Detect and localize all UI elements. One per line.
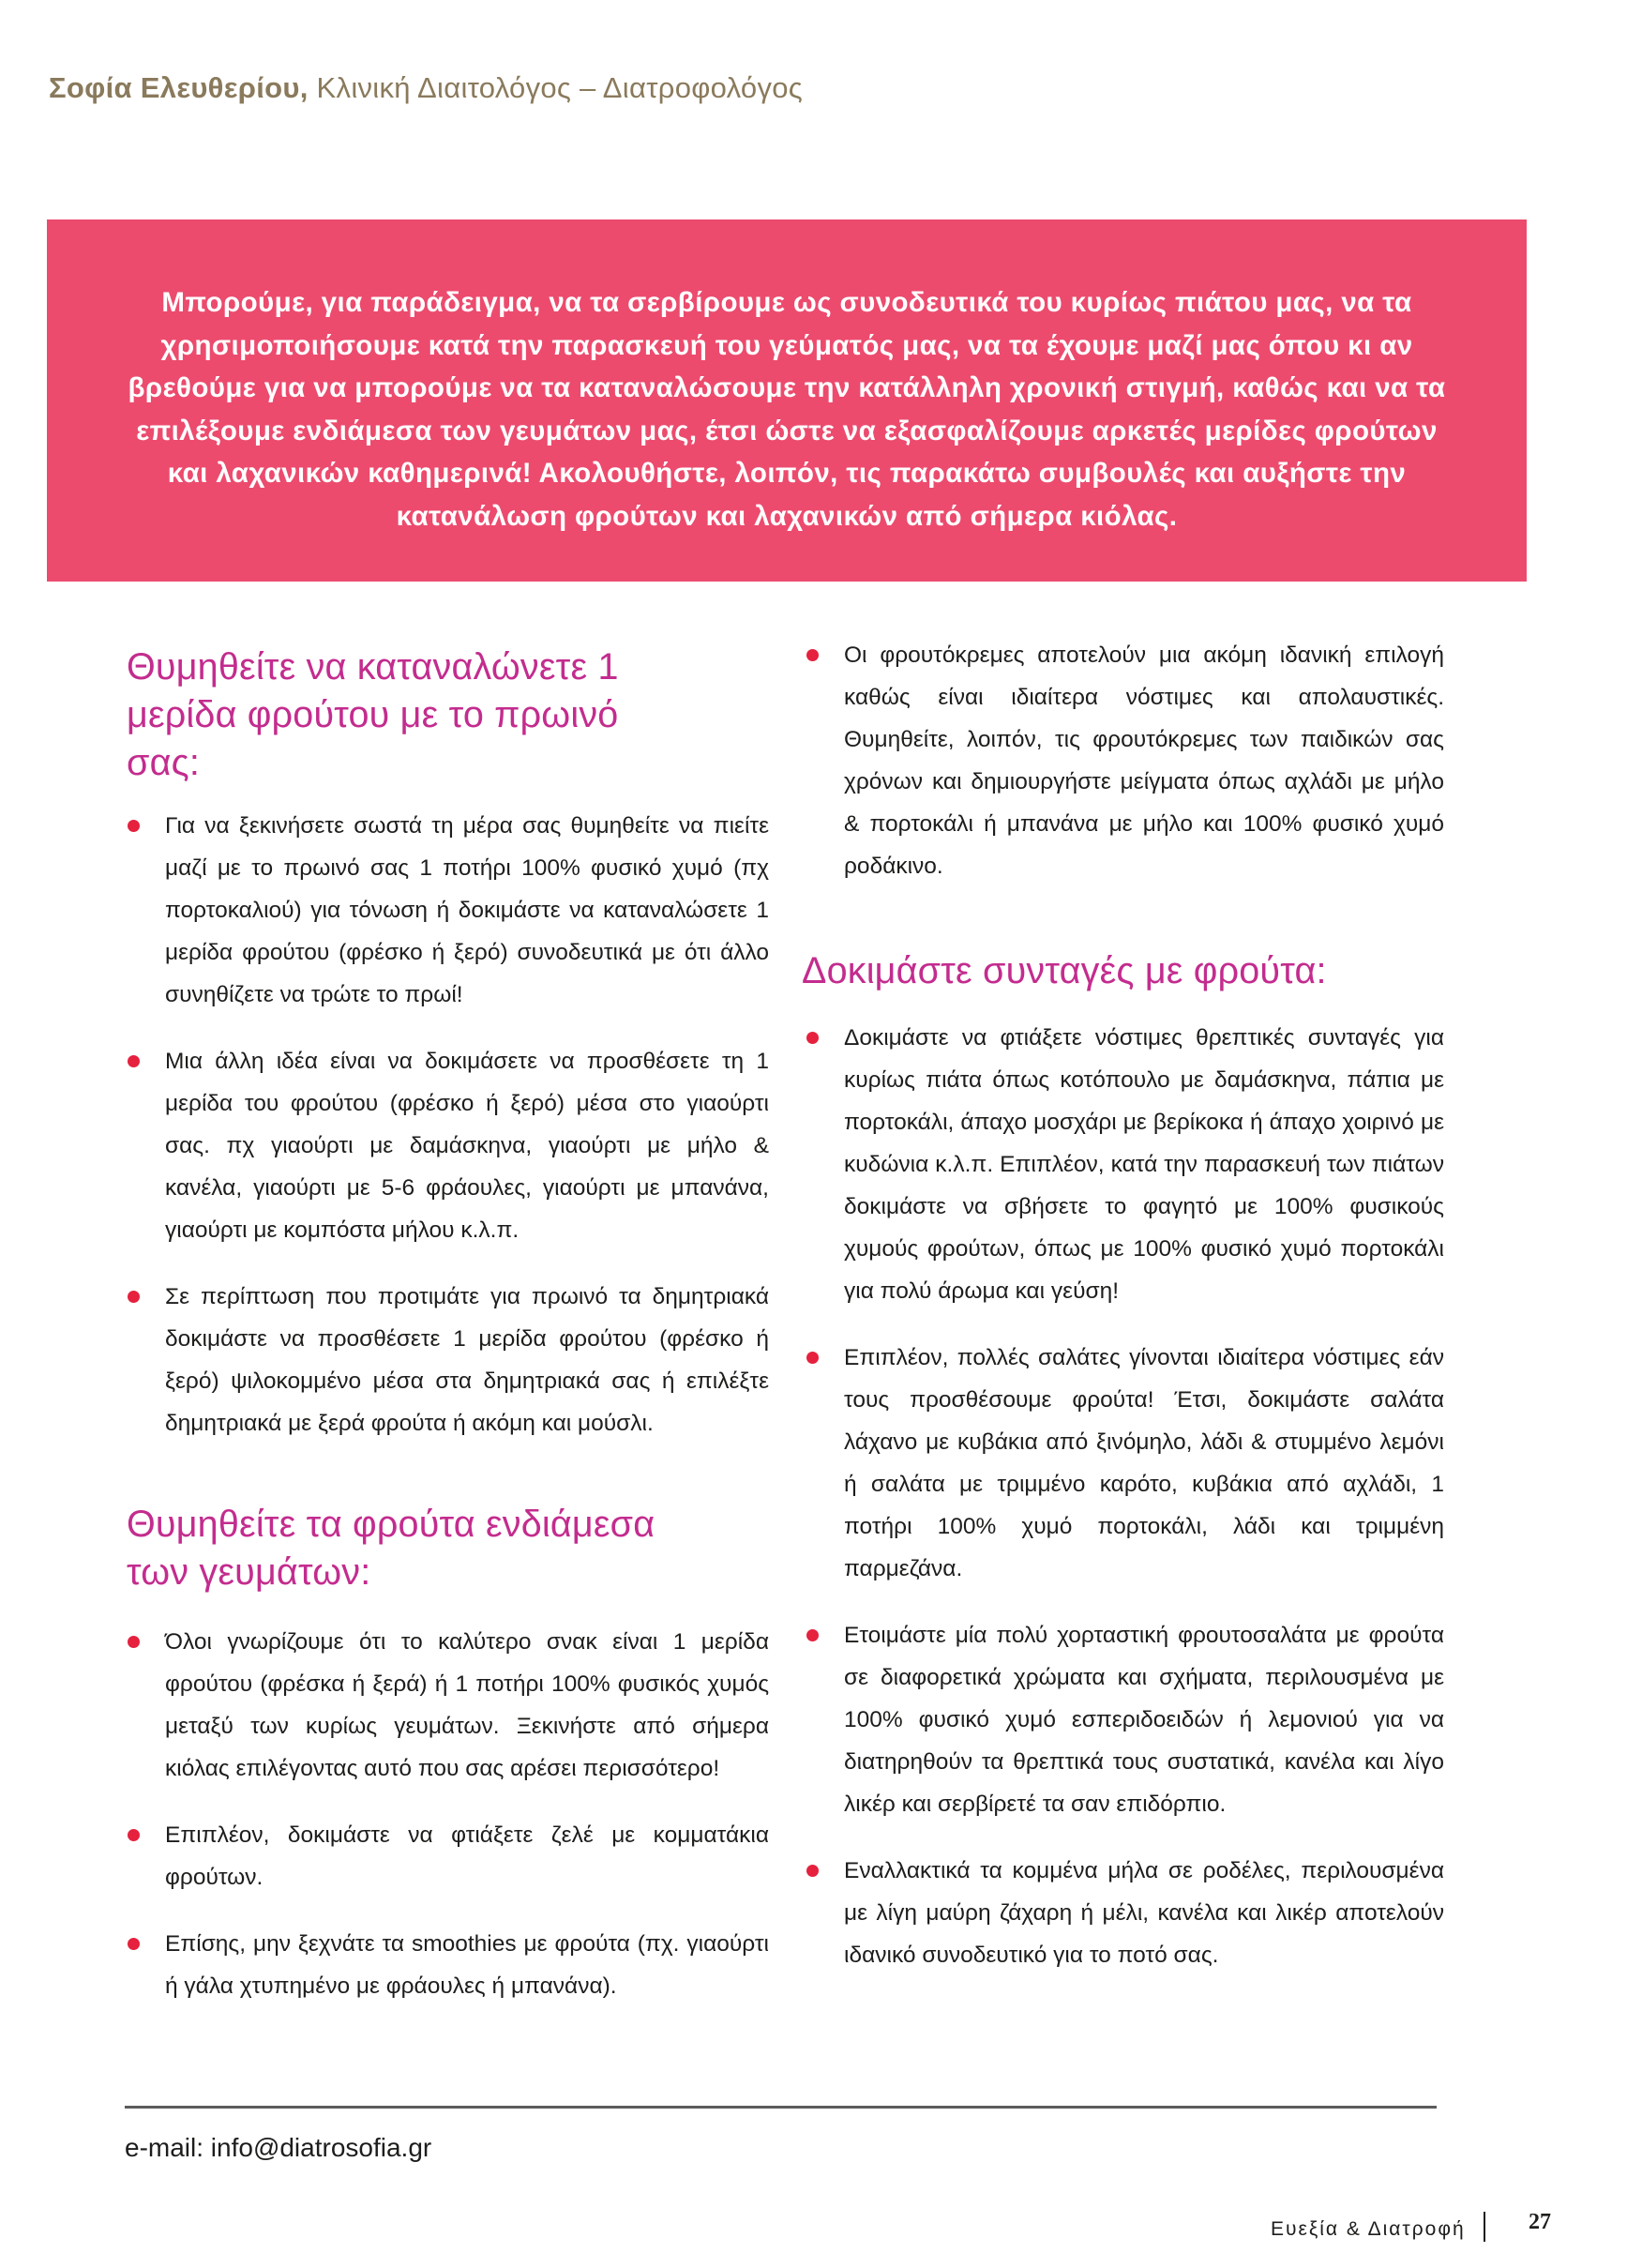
intro-banner (47, 219, 1527, 582)
bullet-icon (128, 1636, 140, 1648)
bullet-icon (128, 820, 140, 832)
section-title-breakfast: Θυμηθείτε να καταναλώνετε 1 μερίδα φρούτου με το πρωινό σας: (127, 646, 619, 783)
list-item: Δοκιμάστε να φτιάξετε νόστιμες θρεπτικές συνταγές για κυρίως πιάτα όπως κοτόπουλο με δαμάσκηνα, πάπια με πορτοκάλι, άπαχο μοσχάρι με βερίκοκα ή άπαχο χοιρινό με κυδώνια κ.λ.π. Επιπλέον, κατά την παρασκευή των πιάτων δοκιμάστε να σβήσετε το φαγητό με 100% φυσικούς χυμούς φρούτων, όπως με 100% φυσικό χυμό πορτοκάλι για πολύ άρωμα και γεύση! (799, 1017, 1444, 1312)
section-title-recipes: Δοκιμάστε συνταγές με φρούτα: (802, 950, 1327, 991)
author-name: Σοφία Ελευθερίου, (49, 71, 309, 104)
bullet-icon (806, 1352, 819, 1364)
list-item: Επιπλέον, δοκιμάστε να φτιάξετε ζελέ με κομματάκια φρούτων. (120, 1814, 769, 1898)
list-item: Όλοι γνωρίζουμε ότι το καλύτερο σνακ είναι 1 μερίδα φρούτου (φρέσκα ή ξερά) ή 1 ποτήρι 100% φυσικός χυμός μεταξύ των κυρίως γευμάτων. Ξεκινήστε από σήμερα κιόλας επιλέγοντας αυτό που σας αρέσει περισσότερο! (120, 1621, 769, 1790)
list-breakfast (120, 805, 769, 1444)
bullet-icon (128, 1829, 140, 1841)
bullet-icon (806, 649, 819, 661)
bullet-icon (128, 1938, 140, 1950)
page-number: 27 (1529, 2210, 1551, 2234)
footer-email: e-mail: info@diatrosofia.gr (125, 2133, 432, 2162)
intro-text: Μπορούμε, για παράδειγμα, να τα σερβίρουμε ως συνοδευτικά του κυρίως πιάτου μας, να τα χρησιμοποιήσουμε κατά την παρασκευή του γεύματός μας, να τα έχουμε μαζί μας όπου κι αν βρεθούμε για να μπορούμε να τα καταναλώσουμε την κατάλληλη χρονική στιγμή, καθώς και να τα επιλέξουμε ενδιάμεσα των γευμάτων μας, έτσι ώστε να εξασφαλίζουμε αρκετές μερίδες φρούτων και λαχανικών καθημερινά! Ακολουθήστε, λοιπόν, τις παρακάτω συμβουλές και αυξήστε την κατανάλωση φρούτων και λαχανικών από σήμερα κιόλας. (128, 287, 1446, 532)
list-item: Οι φρουτόκρεμες αποτελούν μια ακόμη ιδανική επιλογή καθώς είναι ιδιαίτερα νόστιμες και απολαυστικές. Θυμηθείτε, λοιπόν, τις φρουτόκρεμες των παιδικών σας χρόνων και δημιουργήστε μείγματα όπως αχλάδι με μήλο & πορτοκάλι ή μπανάνα με μήλο και 100% φυσικό χυμό ροδάκινο. (799, 634, 1444, 887)
bullet-icon (128, 1055, 140, 1067)
list-between-meals (120, 1621, 769, 2007)
bullet-icon (806, 1032, 819, 1044)
section-title-between-meals: Θυμηθείτε τα φρούτα ενδιάμεσα των γευμάτων: (127, 1504, 655, 1593)
bullet-icon (806, 1865, 819, 1877)
bullet-icon (128, 1291, 140, 1303)
list-recipes (799, 1017, 1444, 1976)
magazine-title: Ευεξία & Διατροφή (1271, 2218, 1466, 2240)
author-title: Κλινική Διαιτολόγος – Διατροφολόγος (308, 71, 804, 104)
list-item: Ετοιμάστε μία πολύ χορταστική φρουτοσαλάτα με φρούτα σε διαφορετικά χρώματα και σχήματα, περιλουσμένα με 100% φυσικό χυμό εσπεριδοειδών ή λεμονιού για να διατηρηθούν τα θρεπτικά τους συστατικά, κανέλα και λίγο λικέρ και σερβίρετέ τα σαν επιδόρπιο. (799, 1614, 1444, 1825)
list-item: Για να ξεκινήσετε σωστά τη μέρα σας θυμηθείτε να πιείτε μαζί με το πρωινό σας 1 ποτήρι 100% φυσικό χυμό (πχ πορτοκαλιού) για τόνωση ή δοκιμάστε να καταναλώσετε 1 μερίδα φρούτου (φρέσκο ή ξερό) συνοδευτικά με ότι άλλο συνηθίζετε να τρώτε το πρωί! (120, 805, 769, 1016)
list-item: Σε περίπτωση που προτιμάτε για πρωινό τα δημητριακά δοκιμάστε να προσθέσετε 1 μερίδα φρούτου (φρέσκο ή ξερό) ψιλοκομμένο μέσα στα δημητριακά σας ή επιλέξτε δημητριακά με ξερά φρούτα ή ακόμη και μούσλι. (120, 1276, 769, 1444)
list-item: Εναλλακτικά τα κομμένα μήλα σε ροδέλες, περιλουσμένα με λίγη μαύρη ζάχαρη ή μέλι, κανέλα και λικέρ αποτελούν ιδανικό συνοδευτικό για το ποτό σας. (799, 1850, 1444, 1976)
list-item: Επιπλέον, πολλές σαλάτες γίνονται ιδιαίτερα νόστιμες εάν τους προσθέσουμε φρούτα! Έτσι, δοκιμάστε σαλάτα λάχανο με κυβάκια από ξινόμηλο, λάδι & στυμμένο λεμόνι ή σαλάτα με τριμμένο καρότο, κυβάκια από αχλάδι, 1 ποτήρι 100% χυμό πορτοκάλι, λάδι και τριμμένη παρμεζάνα. (799, 1337, 1444, 1590)
footer-separator (1484, 2212, 1485, 2242)
list-fruit-creams (799, 634, 1444, 887)
list-item: Επίσης, μην ξεχνάτε τα smoothies με φρούτα (πχ. γιαούρτι ή γάλα χτυπημένο με φράουλες ή μπανάνα). (120, 1923, 769, 2007)
list-item: Μια άλλη ιδέα είναι να δοκιμάσετε να προσθέσετε τη 1 μερίδα του φρούτου (φρέσκο ή ξερό) μέσα στο γιαούρτι σας. πχ γιαούρτι με δαμάσκηνα, γιαούρτι με μήλο & κανέλα, γιαούρτι με 5-6 φράουλες, γιαούρτι με μπανάνα, γιαούρτι με κομπόστα μήλου κ.λ.π. (120, 1040, 769, 1251)
author-line (49, 71, 803, 105)
footer-divider (125, 2106, 1437, 2109)
bullet-icon (806, 1629, 819, 1641)
